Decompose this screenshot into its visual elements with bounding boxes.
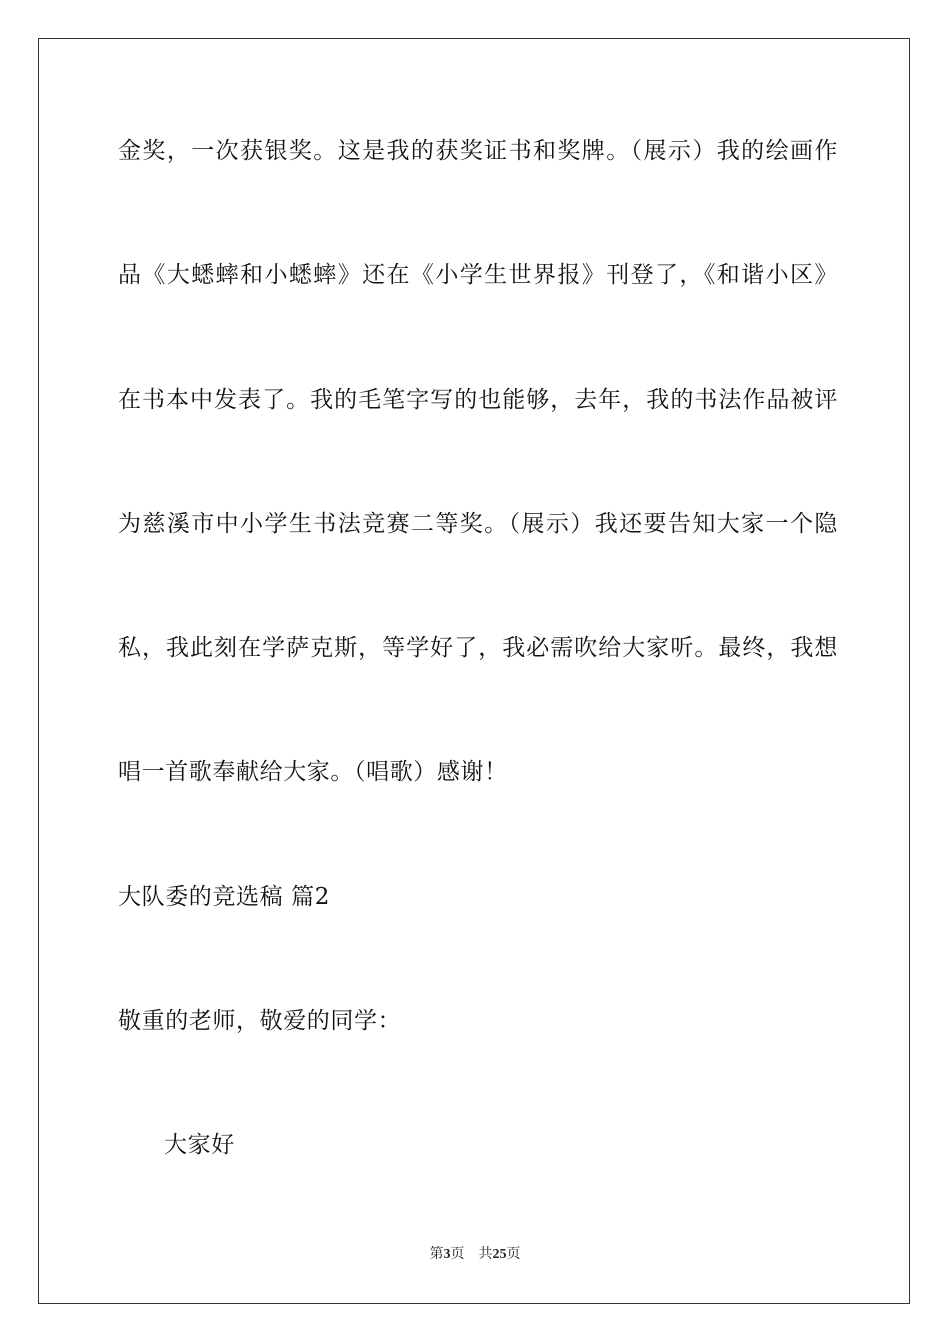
page-footer <box>0 1245 950 1265</box>
total-pages-number: 25 <box>492 1247 507 1262</box>
body-line-6: 唱一首歌奉献给大家。（唱歌）感谢！ <box>118 759 508 785</box>
body-line-2: 品《大蟋蟀和小蟋蟀》还在《小学生世界报》刊登了，《和谐小区》 <box>118 262 838 288</box>
page-border <box>38 38 910 1304</box>
footer-prefix: 第 <box>429 1247 444 1262</box>
body-line-5: 私，我此刻在学萨克斯，等学好了，我必需吹给大家听。最终，我想 <box>118 635 838 661</box>
footer-page-suffix: 页 <box>450 1247 465 1262</box>
body-line-4: 为慈溪市中小学生书法竞赛二等奖。（展示）我还要告知大家一个隐 <box>118 511 838 537</box>
body-line-1: 金奖，一次获银奖。这是我的获奖证书和奖牌。（展示）我的绘画作 <box>118 138 838 164</box>
salutation: 敬重的老师，敬爱的同学： <box>118 1008 402 1034</box>
greeting: 大家好 <box>164 1132 235 1158</box>
body-line-3: 在书本中发表了。我的毛笔字写的也能够，去年，我的书法作品被评 <box>118 387 838 413</box>
current-page-number: 3 <box>443 1247 451 1262</box>
footer-total-suffix: 页 <box>506 1247 521 1262</box>
section-title: 大队委的竞选稿 篇2 <box>118 884 330 910</box>
footer-total-prefix: 共 <box>478 1247 493 1262</box>
